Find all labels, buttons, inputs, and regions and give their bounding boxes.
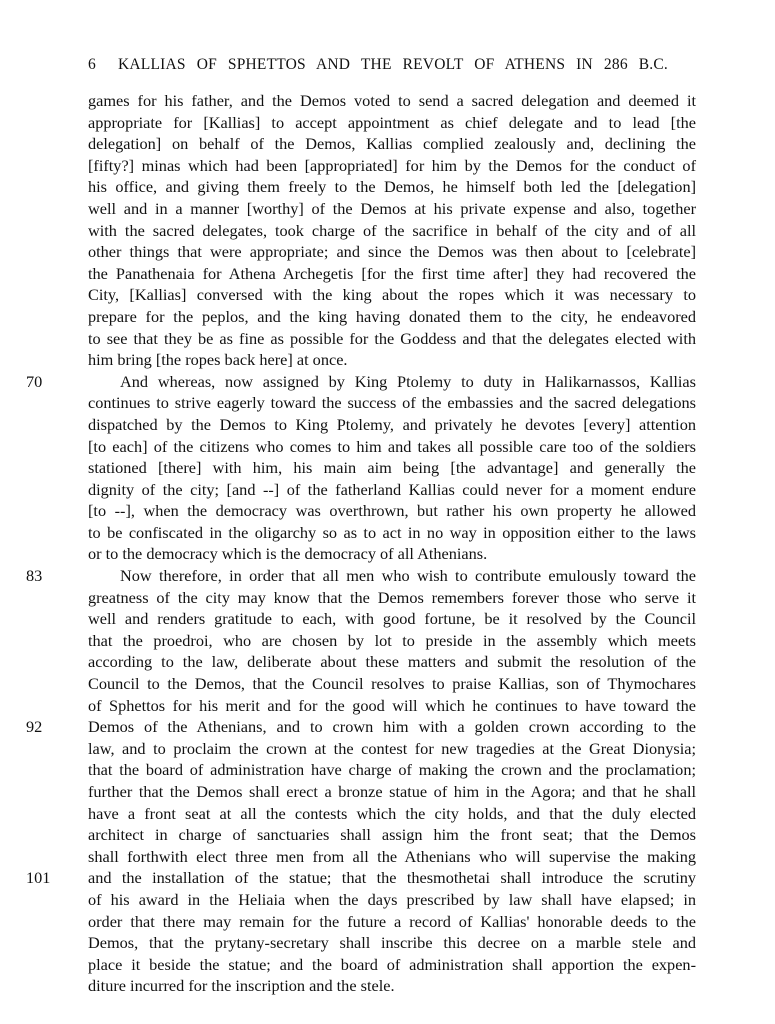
text-line: of Sphettos for his merit and for the good will which he continues to have toward the [88,695,696,715]
text-line: the Panathenaia for Athena Archegetis [for the first time after] they had recovered the [88,263,696,283]
line-number: 83 [26,566,43,586]
text-line: well and in a manner [worthy] of the Demos at his private expense and also, together [88,198,696,218]
line-number: 92 [26,717,43,737]
line-number: 70 [26,371,43,391]
running-title: KALLIAS OF SPHETTOS AND THE REVOLT OF ATHENS IN 286 B.C. [118,56,668,73]
text-line: that the board of administration have charge of making the crown and the proclamation; [88,760,696,780]
body-text [26,90,696,997]
text-line: well and renders gratitude to each, with good fortune, be it resolved by the Council [88,609,696,629]
text-line: other things that were appropriate; and since the Demos was then about to [celebrate] [88,242,696,262]
text-line: with the sacred delegates, took charge of the sacrifice in behalf of the city and of all [88,220,696,240]
text-line: Council to the Demos, that the Council resolves to praise Kallias, son of Thymochares [88,674,696,694]
text-line: delegation] on behalf of the Demos, Kallias complied zealously and, declining the [88,134,696,154]
running-header [88,56,668,78]
text-line: [to --], when the democracy was overthrown, but rather his own property he allowed [88,501,696,521]
text-line: and the installation of the statue; that the thesmothetai shall introduce the scrutiny [88,868,696,888]
text-line: Demos of the Athenians, and to crown him with a golden crown according to the [88,717,696,737]
text-line: Demos, that the prytany-secretary shall inscribe this decree on a marble stele and [88,933,696,953]
text-line: to be confiscated in the oligarchy so as to act in no way in opposition either to the laws [88,522,696,542]
text-line: according to the law, deliberate about these matters and submit the resolution of the [88,652,696,672]
text-line: prepare for the peplos, and the king having donated them to the city, he endeavored [88,306,696,326]
text-line: shall forthwith elect three men from all the Athenians who will supervise the making [88,846,696,866]
text-line: [fifty?] minas which had been [appropriated] for him by the Demos for the conduct of [88,155,696,175]
text-line: games for his father, and the Demos voted to send a sacred delegation and deemed it [88,91,696,110]
page-number: 6 [88,56,96,73]
text-line: [to each] of the citizens who comes to him and takes all possible care too of the soldiers [88,436,696,456]
text-line: to see that they be as fine as possible for the Goddess and that the delegates elected with [88,328,696,348]
text-line: law, and to proclaim the crown at the contest for new tragedies at the Great Dionysia; [88,738,696,758]
text-line: place it beside the statue; and the board of administration shall apportion the expen- [88,954,696,974]
text-line: Now therefore, in order that all men who wish to contribute emulously toward the [120,566,696,586]
text-line: And whereas, now assigned by King Ptolemy to duty in Halikarnassos, Kallias [120,371,696,391]
text-line: appropriate for [Kallias] to accept appointment as chief delegate and to lead [the [88,112,696,132]
text-line: him bring [the ropes back here] at once. [88,350,348,370]
text-line: order that there may remain for the future a record of Kallias' honorable deeds to the [88,911,696,931]
text-line: continues to strive eagerly toward the success of the embassies and the sacred delegations [88,393,696,413]
text-line: have a front seat at all the contests which the city holds, and that the duly elected [88,803,696,823]
text-line: that the proedroi, who are chosen by lot to preside in the assembly which meets [88,630,696,650]
text-line: architect in charge of sanctuaries shall assign him the front seat; that the Demos [88,825,696,845]
text-line: or to the democracy which is the democracy of all Athenians. [88,544,488,564]
text-line: further that the Demos shall erect a bronze statue of him in the Agora; and that he shall [88,782,696,801]
text-line: diture incurred for the inscription and the stele. [88,976,395,996]
text-line: dispatched by the Demos to King Ptolemy, and privately he devotes [every] attention [88,414,696,434]
text-line: his office, and giving them freely to the Demos, he himself both led the [delegation] [88,177,696,197]
text-line: of his award in the Heliaia when the days prescribed by law shall have elapsed; in [88,889,696,909]
text-line: greatness of the city may know that the Demos remembers forever those who serve it [88,587,696,607]
text-line: stationed [there] with him, his main aim being [the advantage] and generally the [88,458,696,478]
text-line: City, [Kallias] conversed with the king about the ropes which it was necessary to [88,285,696,305]
text-line: dignity of the city; [and --] of the fatherland Kallias could never for a moment endure [88,479,696,499]
line-number: 101 [26,868,51,888]
